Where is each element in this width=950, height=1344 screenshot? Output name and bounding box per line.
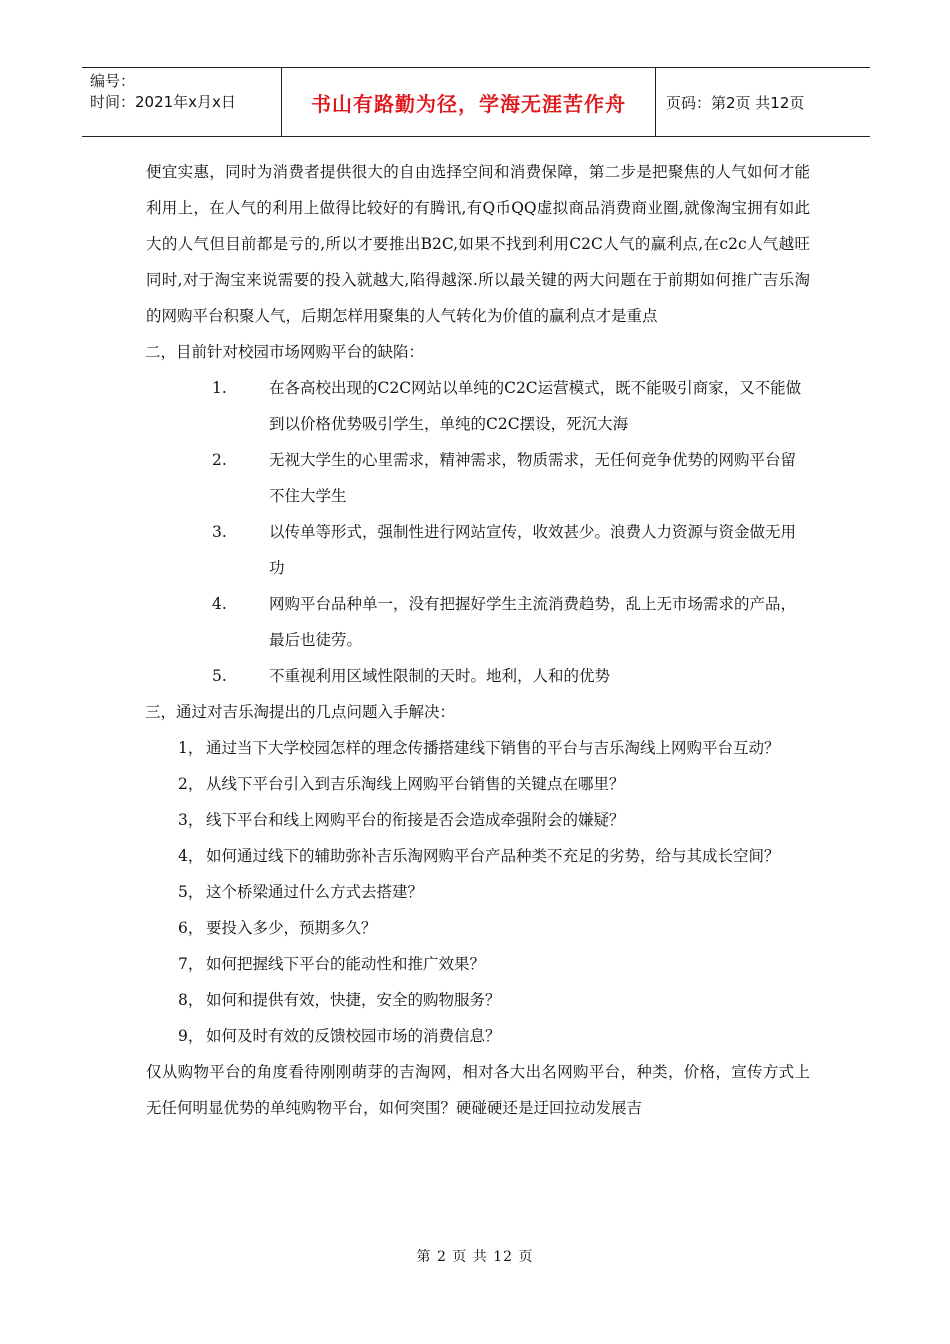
list-item [212, 658, 810, 694]
list-item [178, 802, 810, 838]
document-body [146, 154, 810, 1126]
item-text: 如何通过线下的辅助弥补吉乐淘网购平台产品种类不充足的劣势，给与其成长空间？ [206, 847, 780, 865]
item-number: 4. [212, 595, 227, 613]
item-number: 1， [178, 739, 204, 757]
item-text: 从线下平台引入到吉乐淘线上网购平台销售的关键点在哪里？ [206, 775, 625, 793]
list-item [178, 730, 810, 766]
time-label: 时间：2021年x月x日 [90, 93, 236, 111]
closing-paragraph: 仅从购物平台的角度看待刚刚萌芽的吉淘网，相对各大出名网购平台，种类，价格，宣传方式上无任何明显优势的单纯购物平台，如何突围？硬碰硬还是迂回拉动发展吉 [146, 1063, 810, 1117]
header-motto: 书山有路勤为径，学海无涯苦作舟 [282, 68, 656, 136]
list-item [178, 766, 810, 802]
list-item [178, 946, 810, 982]
item-number: 5， [178, 883, 204, 901]
list-item [178, 838, 810, 874]
item-text: 如何把握线下平台的能动性和推广效果？ [206, 955, 486, 973]
section3-list [178, 730, 810, 1054]
section2-heading: 二，目前针对校园市场网购平台的缺陷： [145, 343, 425, 361]
item-number: 9， [178, 1027, 204, 1045]
header-page-info: 页码：第2页 共12页 [666, 93, 805, 112]
item-number: 1. [212, 379, 227, 397]
item-text: 线下平台和线上网购平台的衔接是否会造成牵强附会的嫌疑？ [206, 811, 625, 829]
item-text: 要投入多少，预期多久？ [206, 919, 377, 937]
list-item [212, 370, 810, 442]
section3-heading: 三，通过对吉乐淘提出的几点问题入手解决： [145, 703, 456, 721]
item-text: 以传单等形式，强制性进行网站宣传，收效甚少。浪费人力资源与资金做无用功 [269, 523, 797, 577]
item-text: 如何及时有效的反馈校园市场的消费信息？ [206, 1027, 501, 1045]
item-number: 3. [212, 523, 227, 541]
item-text: 通过当下大学校园怎样的理念传播搭建线下销售的平台与吉乐淘线上网购平台互动？ [206, 739, 780, 757]
item-number: 4， [178, 847, 204, 865]
code-label: 编号： [90, 72, 136, 90]
intro-paragraph: 便宜实惠，同时为消费者提供很大的自由选择空间和消费保障，第二步是把聚焦的人气如何才能利用上，在人气的利用上做得比较好的有腾讯,有Q币QQ虚拟商品消费商业圈,就像淘宝拥有如此大的人气但目前都是亏的,所以才要推出B2C,如果不找到利用C2C人气的赢利点,在c2c人气越旺同时,对于淘宝来说需要的投入就越大,陷得越深.所以最关键的两大问题在于前期如何推广吉乐淘的网购平台积聚人气，后期怎样用聚集的人气转化为价值的赢利点才是重点 [146, 163, 810, 325]
page-footer: 第 2 页 共 12 页 [416, 1249, 534, 1265]
item-number: 2. [212, 451, 227, 469]
item-number: 6， [178, 919, 204, 937]
item-number: 3， [178, 811, 204, 829]
list-item [212, 514, 810, 586]
list-item [178, 982, 810, 1018]
list-item [212, 586, 810, 658]
item-text: 无视大学生的心里需求，精神需求，物质需求，无任何竞争优势的网购平台留不住大学生 [269, 451, 797, 505]
item-text: 不重视利用区域性限制的天时。地利，人和的优势 [269, 667, 611, 685]
item-text: 这个桥梁通过什么方式去搭建？ [206, 883, 424, 901]
item-text: 在各高校出现的C2C网站以单纯的C2C运营模式，既不能吸引商家，又不能做到以价格优势吸引学生，单纯的C2C摆设，死沉大海 [269, 379, 802, 433]
item-number: 5. [212, 667, 227, 685]
header-meta [82, 68, 282, 136]
item-number: 7， [178, 955, 204, 973]
section2-list [212, 370, 810, 694]
list-item [178, 910, 810, 946]
item-number: 8， [178, 991, 204, 1009]
item-text: 如何和提供有效，快捷，安全的购物服务？ [206, 991, 501, 1009]
list-item [178, 874, 810, 910]
item-number: 2， [178, 775, 204, 793]
list-item [212, 442, 810, 514]
list-item [178, 1018, 810, 1054]
page-header [82, 67, 870, 137]
item-text: 网购平台品种单一，没有把握好学生主流消费趋势，乱上无市场需求的产品，最后也徒劳。 [269, 595, 797, 649]
